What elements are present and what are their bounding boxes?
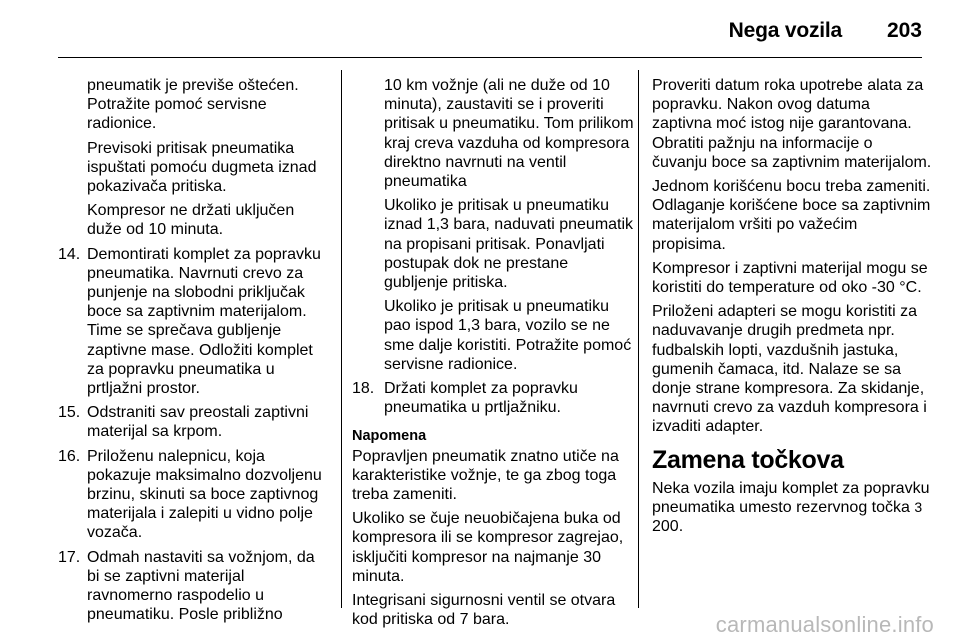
list-number: 16. bbox=[58, 447, 81, 465]
paragraph: Proveriti datum roka upotrebe alata za popravku. Nakon ovog datuma zaptivna moć istog nije garantovana. Obratiti pažnju na informacije o čuvanju boce sa zaptivnim materijalom. bbox=[652, 77, 932, 171]
paragraph: Kompresor ne držati uključen duže od 10 minuta. bbox=[87, 202, 295, 239]
list-number: 15. bbox=[58, 404, 81, 422]
column-divider-1 bbox=[341, 70, 342, 608]
list-number: 17. bbox=[58, 548, 81, 566]
column-3 bbox=[652, 76, 932, 541]
list-text: Demontirati komplet za popravku pneumatika. Navrnuti crevo za punjenje na slobodni priključak boce sa zaptivnim materijalom. Time se sprečava gubljenje zaptivne mase. Odložiti komplet za popravku pneumatika u prtljažni prostor. bbox=[87, 245, 321, 398]
list-number: 18. bbox=[352, 380, 375, 398]
list-text: Držati komplet za popravku pneumatika u prtljažniku. bbox=[384, 380, 578, 417]
note-paragraph: Integrisani sigurnosni ventil se otvara kod pritiska od 7 bara. bbox=[352, 592, 616, 629]
note-paragraph: Ukoliko se čuje neuobičajena buka od kompresora ili se kompresor zagrejao, isključiti kompresor na najmanje 30 minuta. bbox=[352, 510, 624, 585]
page-reference-icon: 3 bbox=[914, 498, 923, 515]
column-2 bbox=[352, 76, 634, 634]
note-paragraph: Popravljen pneumatik znatno utiče na karakteristike vožnje, te ga zbog toga treba zameniti. bbox=[352, 447, 619, 504]
watermark: carmanualsonline.info bbox=[715, 612, 934, 637]
list-text: Odstraniti sav preostali zaptivni materijal sa krpom. bbox=[87, 404, 309, 441]
list-text: Priloženu nalepnicu, koja pokazuje maksimalno dozvoljenu brzinu, skinuti sa boce zaptivnog materijala i zalepiti u vidno polje vozača. bbox=[87, 447, 322, 542]
page-title: Nega vozila bbox=[728, 19, 842, 42]
header-rule bbox=[58, 57, 922, 58]
paragraph: Ukoliko je pritisak u pneumatiku pao ispod 1,3 bara, vozilo se ne sme dalje koristiti. Potražite pomoć servisne radionice. bbox=[384, 298, 632, 373]
list-text: Odmah nastaviti sa vožnjom, da bi se zaptivni materijal ravnomerno raspodelio u pneumatiku. Posle približno bbox=[87, 548, 315, 624]
list-item bbox=[58, 548, 330, 625]
page-number: 203 bbox=[886, 19, 922, 42]
column-1 bbox=[58, 76, 330, 629]
paragraph: Previsoki pritisak pneumatika ispuštati pomoću dugmeta iznad pokazivača pritiska. bbox=[87, 139, 317, 196]
paragraph: pneumatik je previše oštećen. Potražite pomoć servisne radionice. bbox=[87, 77, 299, 133]
page-header bbox=[0, 0, 960, 62]
paragraph: Ukoliko je pritisak u pneumatiku iznad 1,3 bara, naduvati pneumatik na propisani pritisak. Ponavljati postupak dok ne prestane gubljenje pritiska. bbox=[384, 197, 634, 292]
paragraph: 10 km vožnje (ali ne duže od 10 minuta), zaustaviti se i proveriti pritisak u pneumatiku. Tom prilikom kraj creva vazduha od kompresora direktno navrnuti na ventil pneumatika bbox=[384, 77, 634, 191]
paragraph: Kompresor i zaptivni materijal mogu se koristiti do temperature od oko -30 °C. bbox=[652, 259, 928, 297]
list-item bbox=[58, 403, 330, 441]
paragraph bbox=[652, 479, 932, 537]
column-divider-2 bbox=[638, 70, 639, 608]
page-reference: 200. bbox=[652, 518, 684, 536]
list-item bbox=[58, 447, 330, 543]
note-heading: Napomena bbox=[352, 428, 427, 445]
paragraph-text: Neka vozila imaju komplet za popravku pneumatika umesto rezervnog točka bbox=[652, 479, 930, 516]
paragraph: Priloženi adapteri se mogu koristiti za naduvavanje drugih predmeta npr. fudbalskih lopti, vazdušnih jastuka, gumenih čamaca, itd. Nalaze se sa donje strane kompresora. Za skidanje, navrnuti crevo za vazduh kompresora i izvaditi adapter. bbox=[652, 303, 927, 436]
list-number: 14. bbox=[58, 245, 81, 263]
section-heading: Zamena točkova bbox=[652, 445, 844, 474]
list-item bbox=[352, 379, 634, 417]
paragraph: Jednom korišćenu bocu treba zameniti. Odlaganje korišćene boce sa zaptivnim materijalom vršiti po važećim propisima. bbox=[652, 178, 931, 253]
list-item bbox=[58, 245, 330, 399]
